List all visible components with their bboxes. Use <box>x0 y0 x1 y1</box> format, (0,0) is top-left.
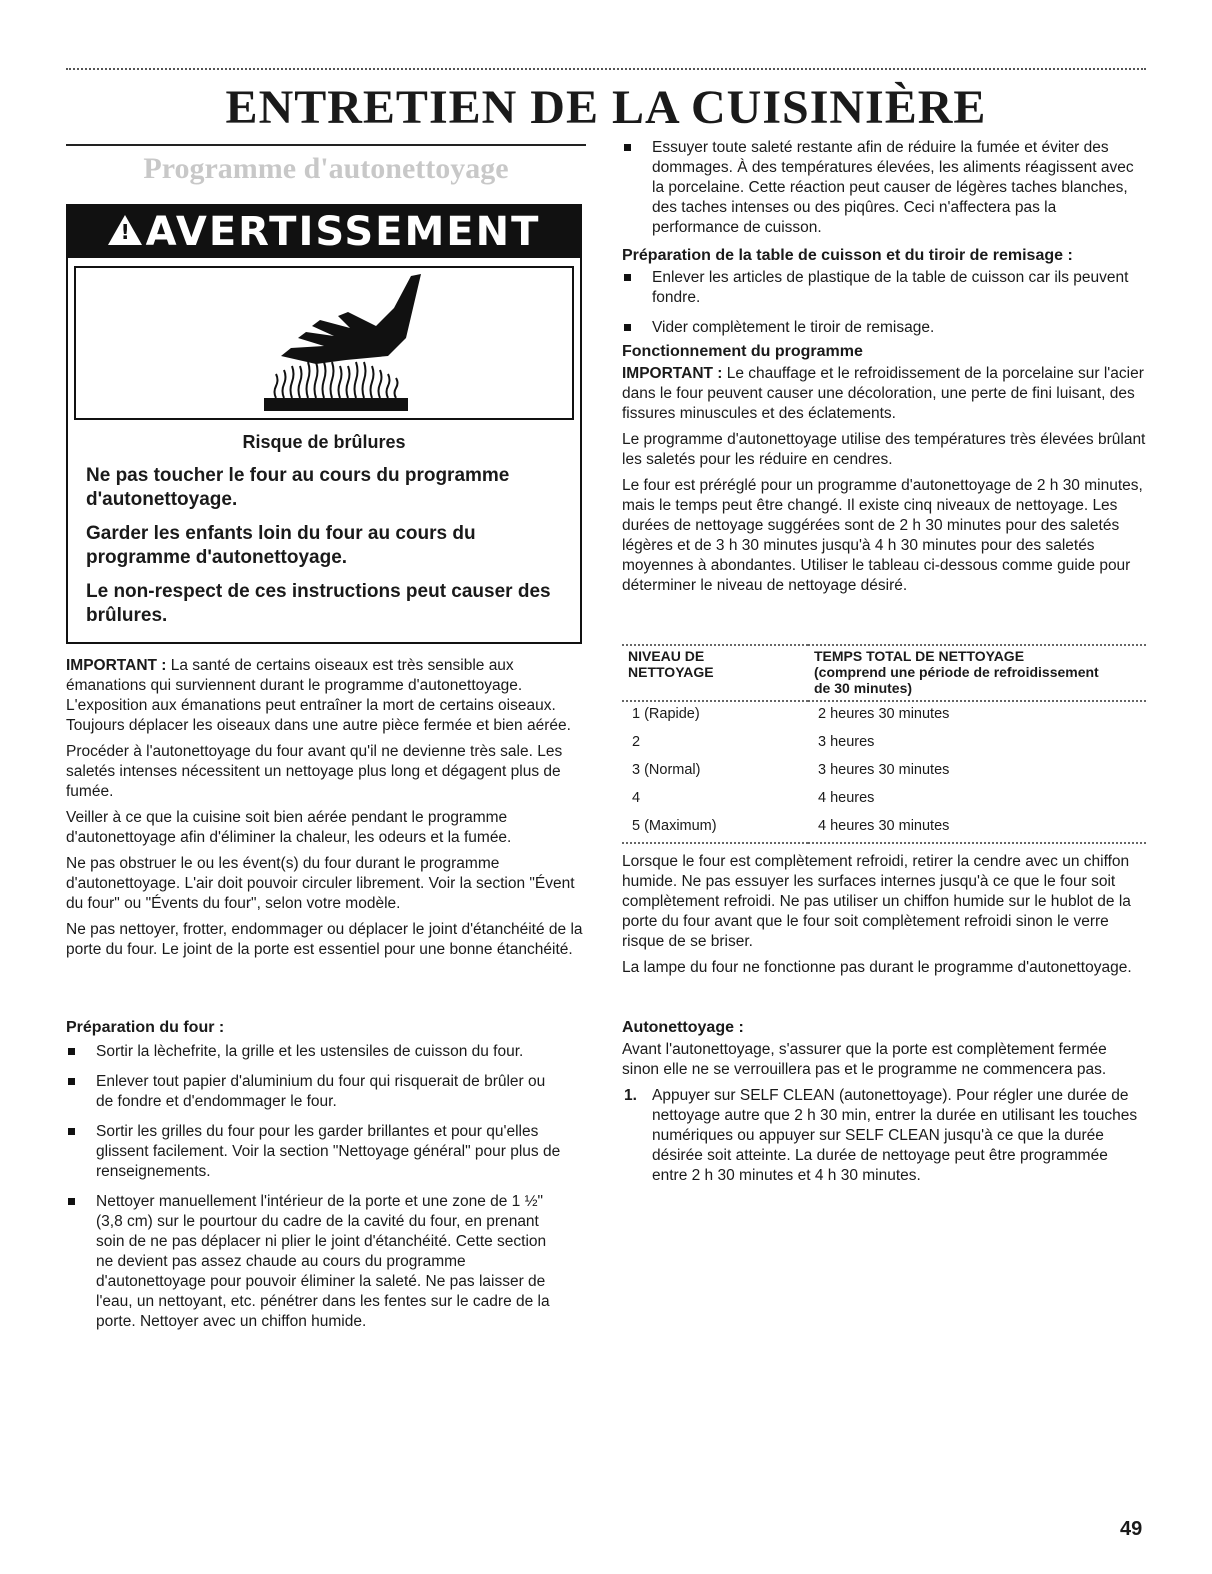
table-row <box>622 814 1146 843</box>
oven-prep-heading: Préparation du four : <box>66 1019 225 1036</box>
table-header-level: NIVEAU DE NETTOYAGE <box>628 648 714 680</box>
cleaning-levels-table-wrap <box>622 644 1146 844</box>
burn-hazard-illustration <box>74 266 574 420</box>
table-header-time: TEMPS TOTAL DE NETTOYAGE (comprend une période de refroidissement de 30 minutes) <box>814 648 1099 696</box>
oven-prep-section <box>66 1018 566 1342</box>
warning-body <box>68 420 580 628</box>
top-dotted-rule <box>66 68 1146 70</box>
paragraph: Ne pas nettoyer, frotter, endommager ou déplacer le joint d'étanchéité de la porte du four. Le joint de la porte est essentiel pour une bonne étanchéité. <box>66 921 583 958</box>
paragraph: Le programme d'autonettoyage utilise des températures très élevées brûlant les saletés pour les réduire en cendres. <box>622 431 1146 468</box>
warning-header-label: AVERTISSEMENT <box>145 209 541 255</box>
list-item: Sortir les grilles du four pour les garder brillantes et pour qu'elles glissent facilement. Voir la section "Nettoyage général" pour plus de renseignements. <box>66 1122 566 1182</box>
table-row <box>622 758 1146 786</box>
section-subtitle: Programme d'autonettoyage <box>143 152 509 185</box>
warning-triangle-icon: ! <box>108 215 142 245</box>
step-item <box>622 1086 1146 1186</box>
table-header-row <box>622 645 1146 701</box>
right-column-top <box>622 138 1146 602</box>
table-cell-level: 3 (Normal) <box>632 762 701 778</box>
list-item: Essuyer toute saleté restante afin de réduire la fumée et éviter des dommages. À des températures élevées, les aliments réagissent avec la porcelaine. Cette réaction peut causer de légères taches blanches, des taches intenses ou des piqûres. Ceci n'affectera pas la performance de cuisson. <box>622 138 1146 238</box>
list-item: Sortir la lèchefrite, la grille et les ustensiles de cuisson du four. <box>66 1042 566 1062</box>
function-heading: Fonctionnement du programme <box>622 343 863 360</box>
important-paragraph: IMPORTANT : La santé de certains oiseaux est très sensible aux émanations qui surviennent durant le programme d'autonettoyage. L'exposition aux émanations peut entraîner la mort de certains oiseaux. Toujours déplacer les oiseaux dans une autre pièce fermée et bien aérée. <box>66 657 571 734</box>
warning-header <box>68 206 580 258</box>
cooktop-prep-heading: Préparation de la table de cuisson et du tiroir de remisage : <box>622 247 1073 264</box>
paragraph: Veiller à ce que la cuisine soit bien aérée pendant le programme d'autonettoyage afin d'éliminer la chaleur, les odeurs et la fumée. <box>66 809 512 846</box>
paragraph: Lorsque le four est complètement refroidi, retirer la cendre avec un chiffon humide. Ne pas essuyer les surfaces internes jusqu'à ce que le four soit complètement refroidi. Ne pas utiliser un chiffon humide sur le hublot de la porte du four avant que le four soit complètement refroidi sinon le verre risque de se briser. <box>622 853 1131 950</box>
warning-line: Le non-respect de ces instructions peut causer des brûlures. <box>86 581 551 626</box>
warning-line: Garder les enfants loin du four au cours du programme d'autonettoyage. <box>86 523 476 568</box>
table-cell-time: 2 heures 30 minutes <box>818 706 950 722</box>
table-cell-time: 4 heures 30 minutes <box>818 818 950 834</box>
cooktop-prep-list <box>622 268 1146 338</box>
table-cell-time: 3 heures <box>818 734 875 750</box>
step-text: Appuyer sur SELF CLEAN (autonettoyage). Pour régler une durée de nettoyage autre que 2 h 30 min, entrer la durée en utilisant les touches numériques ou appuyer sur SELF CLEAN jusqu'à ce que la durée désirée soit atteinte. La durée de nettoyage peut être programmée entre 2 h 30 minutes et 4 h 30 minutes. <box>652 1087 1138 1184</box>
page-number: 49 <box>1120 1518 1143 1540</box>
step-number: 1. <box>624 1087 637 1104</box>
cleaning-levels-table <box>622 644 1146 844</box>
list-item: Enlever les articles de plastique de la table de cuisson car ils peuvent fondre. <box>622 268 1146 308</box>
table-cell-level: 4 <box>632 790 641 806</box>
list-item: Nettoyer manuellement l'intérieur de la porte et une zone de 1 ½" (3,8 cm) sur le pourtour du cadre de la cavité du four, en prenant soin de ne pas déplacer ni plier le joint d'étanchéité. Cette section ne devient pas assez chaude au cours du programme d'autonettoyage pour pouvoir éliminer la saleté. Ne pas laisser de l'eau, un nettoyant, etc. pénétrer dans les fentes sur le cadre de la porte. Nettoyer avec un chiffon humide. <box>66 1192 566 1332</box>
self-clean-steps <box>622 1086 1146 1186</box>
list-item: Enlever tout papier d'aluminium du four qui risquerait de brûler ou de fondre et d'endommager le four. <box>66 1072 566 1112</box>
warning-box <box>66 204 582 644</box>
self-clean-heading: Autonettoyage : <box>622 1019 744 1036</box>
section-rule <box>66 144 586 146</box>
table-cell-time: 3 heures 30 minutes <box>818 762 950 778</box>
table-cell-time: 4 heures <box>818 790 875 806</box>
table-cell-level: 5 (Maximum) <box>632 818 717 834</box>
left-column-text <box>66 656 586 966</box>
paragraph: Procéder à l'autonettoyage du four avant qu'il ne devienne très sale. Les saletés intenses nécessitent un nettoyage plus long et dégagent plus de fumée. <box>66 743 563 800</box>
warning-risk: Risque de brûlures <box>242 432 406 452</box>
after-cleaning-text <box>622 852 1146 984</box>
paragraph: La lampe du four ne fonctionne pas durant le programme d'autonettoyage. <box>622 959 1132 976</box>
self-clean-section <box>622 1018 1146 1186</box>
page-title: ENTRETIEN DE LA CUISINIÈRE <box>225 81 987 134</box>
table-row <box>622 701 1146 730</box>
oven-prep-list <box>66 1042 566 1332</box>
table-cell-level: 2 <box>632 734 641 750</box>
paragraph: Le four est préréglé pour un programme d'autonettoyage de 2 h 30 minutes, mais le temps peut être changé. Il existe cinq niveaux de nettoyage. Les durées de nettoyage suggérées sont de 2 h 30 minutes pour des saletés légères et de 3 h 30 minutes jusqu'à 4 h 30 minutes pour des saletés moyennes à abondantes. Utiliser le tableau ci-dessous comme guide pour déterminer le niveau de nettoyage désiré. <box>622 477 1143 594</box>
list-item: Vider complètement le tiroir de remisage. <box>622 318 1146 338</box>
function-important-paragraph: IMPORTANT : Le chauffage et le refroidissement de la porcelaine sur l'acier dans le four peuvent causer une décoloration, une perte de fini luisant, des fissures minuscules et des éclatements. <box>622 365 1144 422</box>
table-row <box>622 786 1146 814</box>
table-row <box>622 730 1146 758</box>
table-cell-level: 1 (Rapide) <box>632 706 700 722</box>
soil-list <box>622 138 1146 238</box>
paragraph: Ne pas obstruer le ou les évent(s) du four durant le programme d'autonettoyage. L'air doit pouvoir circuler librement. Voir la section "Évent du four" ou "Évents du four", selon votre modèle. <box>66 855 575 912</box>
hot-surface-hand-icon <box>76 268 576 414</box>
warning-line: Ne pas toucher le four au cours du programme d'autonettoyage. <box>86 465 510 510</box>
self-clean-intro: Avant l'autonettoyage, s'assurer que la porte est complètement fermée sinon elle ne se verrouillera pas et le programme ne commencera pas. <box>622 1041 1107 1078</box>
